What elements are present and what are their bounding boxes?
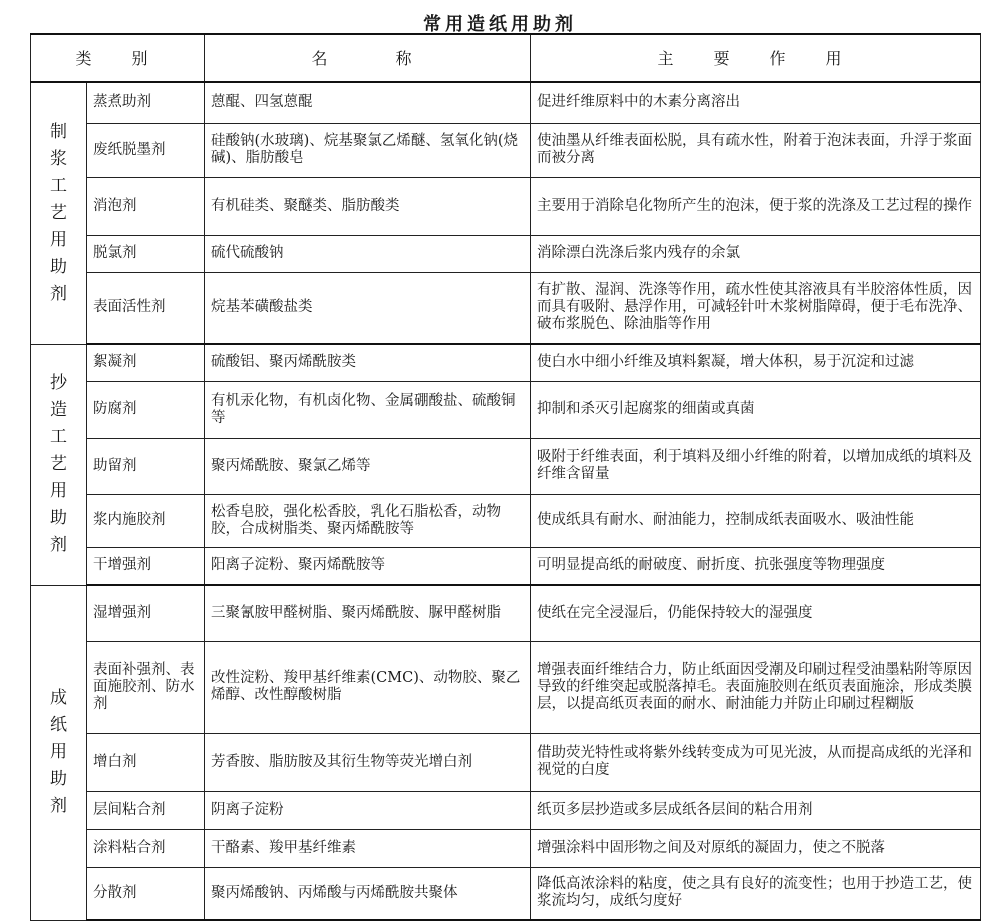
effect-cell: 增强涂料中固形物之间及对原纸的凝固力，使之不脱落 <box>531 829 981 867</box>
table-row <box>31 272 981 344</box>
category-cell: 表面活性剂 <box>87 272 205 344</box>
category-cell: 分散剂 <box>87 867 205 920</box>
table-row <box>31 381 981 438</box>
effect-cell: 纸页多层抄造或多层成纸各层间的粘合用剂 <box>531 791 981 829</box>
effect-cell: 借助荧光特性或将紫外线转变成为可见光波，从而提高成纸的光泽和视觉的白度 <box>531 733 981 791</box>
table-row <box>31 641 981 733</box>
category-cell: 涂料粘合剂 <box>87 829 205 867</box>
effect-cell: 降低高浓涂料的粘度，使之具有良好的流变性；也用于抄造工艺，使浆流均匀，成纸匀度好 <box>531 867 981 920</box>
effect-cell: 使成纸具有耐水、耐油能力，控制成纸表面吸水、吸油性能 <box>531 494 981 547</box>
table-row <box>31 547 981 585</box>
name-cell: 聚丙烯酰胺、聚氯乙烯等 <box>205 438 531 494</box>
category-cell: 絮凝剂 <box>87 344 205 381</box>
name-cell: 阴离子淀粉 <box>205 791 531 829</box>
name-cell: 阳离子淀粉、聚丙烯酰胺等 <box>205 547 531 585</box>
group-label: 制浆工艺用助剂 <box>50 121 67 304</box>
table-row <box>31 494 981 547</box>
group-label: 成纸用助剂 <box>50 688 67 816</box>
name-cell: 硫酸铝、聚丙烯酰胺类 <box>205 344 531 381</box>
table-row <box>31 344 981 381</box>
table-row <box>31 82 981 123</box>
name-cell: 硅酸钠(水玻璃)、烷基聚氯乙烯醚、氢氧化钠(烧碱)、脂肪酸皂 <box>205 123 531 177</box>
category-cell: 废纸脱墨剂 <box>87 123 205 177</box>
table-row <box>31 829 981 867</box>
header-name: 名 称 <box>205 34 531 82</box>
group-label-cell <box>31 585 87 920</box>
name-cell: 松香皂胶，强化松香胶，乳化石脂松香，动物胶，合成树脂类、聚丙烯酰胺等 <box>205 494 531 547</box>
name-cell: 改性淀粉、羧甲基纤维素(CMC)、动物胶、聚乙烯醇、改性醇酸树脂 <box>205 641 531 733</box>
table-row <box>31 791 981 829</box>
category-cell: 表面补强剂、表面施胶剂、防水剂 <box>87 641 205 733</box>
category-cell: 脱氯剂 <box>87 235 205 272</box>
group-label: 抄造工艺用助剂 <box>50 373 67 555</box>
name-cell: 硫代硫酸钠 <box>205 235 531 272</box>
header-category: 类 别 <box>31 34 205 82</box>
effect-cell: 吸附于纤维表面，利于填料及细小纤维的附着，以增加成纸的填料及纤维含留量 <box>531 438 981 494</box>
category-cell: 层间粘合剂 <box>87 791 205 829</box>
category-cell: 防腐剂 <box>87 381 205 438</box>
table-row <box>31 867 981 920</box>
category-cell: 浆内施胶剂 <box>87 494 205 547</box>
name-cell: 干酪素、羧甲基纤维素 <box>205 829 531 867</box>
name-cell: 芳香胺、脂肪胺及其衍生物等荧光增白剂 <box>205 733 531 791</box>
name-cell: 有机硅类、聚醚类、脂肪酸类 <box>205 177 531 235</box>
category-cell: 干增强剂 <box>87 547 205 585</box>
name-cell: 烷基苯磺酸盐类 <box>205 272 531 344</box>
table-row <box>31 585 981 641</box>
name-cell: 聚丙烯酸钠、丙烯酸与丙烯酰胺共聚体 <box>205 867 531 920</box>
category-cell: 湿增强剂 <box>87 585 205 641</box>
category-cell: 助留剂 <box>87 438 205 494</box>
name-cell: 三聚氰胺甲醛树脂、聚丙烯酰胺、脲甲醛树脂 <box>205 585 531 641</box>
table-row <box>31 235 981 272</box>
effect-cell: 消除漂白洗涤后浆内残存的余氯 <box>531 235 981 272</box>
effect-cell: 可明显提高纸的耐破度、耐折度、抗张强度等物理强度 <box>531 547 981 585</box>
effect-cell: 主要用于消除皂化物所产生的泡沫，便于浆的洗涤及工艺过程的操作 <box>531 177 981 235</box>
effect-cell: 使油墨从纤维表面松脱，具有疏水性，附着于泡沫表面，升浮于浆面而被分离 <box>531 123 981 177</box>
category-cell: 增白剂 <box>87 733 205 791</box>
header-effect: 主 要 作 用 <box>531 34 981 82</box>
effect-cell: 有扩散、湿润、洗涤等作用，疏水性使其溶液具有半胶溶体性质，因而具有吸附、悬浮作用，可减轻针叶木浆树脂障碍，便于毛布洗净、破布浆脱色、除油脂等作用 <box>531 272 981 344</box>
table-row <box>31 177 981 235</box>
effect-cell: 使纸在完全浸湿后，仍能保持较大的湿强度 <box>531 585 981 641</box>
name-cell: 蒽醌、四氢蒽醌 <box>205 82 531 123</box>
table-row <box>31 733 981 791</box>
table-row <box>31 123 981 177</box>
effect-cell: 促进纤维原料中的木素分离溶出 <box>531 82 981 123</box>
table-row <box>31 438 981 494</box>
category-cell: 消泡剂 <box>87 177 205 235</box>
header-row <box>31 34 981 82</box>
effect-cell: 使白水中细小纤维及填料絮凝，增大体积，易于沉淀和过滤 <box>531 344 981 381</box>
effect-cell: 抑制和杀灭引起腐浆的细菌或真菌 <box>531 381 981 438</box>
table-title: 常用造纸用助剂 <box>423 14 577 35</box>
effect-cell: 增强表面纤维结合力，防止纸面因受潮及印刷过程受油墨粘附等原因导致的纤维突起或脱落掉毛。表面施胶则在纸页表面施涂，形成类膜层，以提高纸页表面的耐水、耐油能力并防止印刷过程糊版 <box>531 641 981 733</box>
group-label-cell <box>31 344 87 585</box>
name-cell: 有机汞化物，有机卤化物、金属硼酸盐、硫酸铜等 <box>205 381 531 438</box>
additives-table <box>30 33 981 921</box>
category-cell: 蒸煮助剂 <box>87 82 205 123</box>
group-label-cell <box>31 82 87 344</box>
